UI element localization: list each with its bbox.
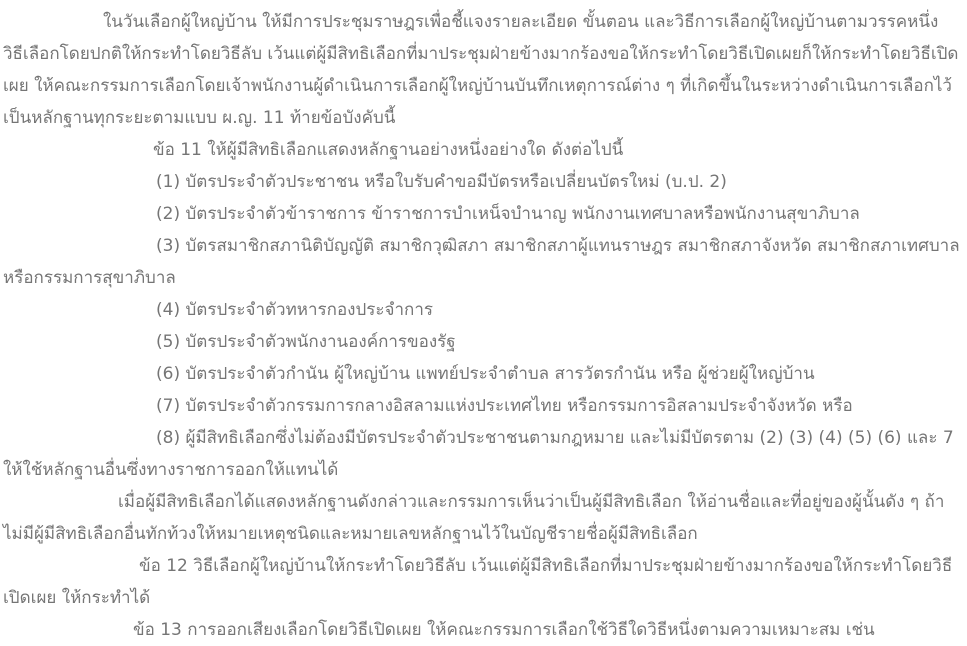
clause-12: ข้อ 12 วิธีเลือกผู้ใหญ่บ้านให้กระทำโดยวิธีลับ เว้นแต่ผู้มีสิทธิเลือกที่มาประชุมฝ่ายข้างมากร้องขอให้กระทำโดยวิธีเปิดเผย ให้กระทำได้ [3,556,953,608]
clause-11-heading: ข้อ 11 ให้ผู้มีสิทธิเลือกแสดงหลักฐานอย่างหนึ่งอย่างใด ดังต่อไปนี้ [153,140,624,160]
clause-11-item-4: (4) บัตรประจำตัวทหารกองประจำการ [156,300,434,320]
clause-11-item-2: (2) บัตรประจำตัวข้าราชการ ข้าราชการบำเหน็จบำนาญ พนักงานเทศบาลหรือพนักงานสุขาภิบาล [156,204,860,224]
paragraph-election-day-intro: ในวันเลือกผู้ใหญ่บ้าน ให้มีการประชุมราษฎรเพื่อชี้แจงรายละเอียด ขั้นตอน และวิธีการเลือกผู้ใหญ่บ้านตามวรรคหนึ่ง วิธีเลือกโดยปกติให้กระทำโดยวิธีลับ เว้นแต่ผู้มีสิทธิเลือกที่มาประชุมฝ่ายข้างมากร้องขอให้กระทำโดยวิธีเปิดเผยก็ให้กระทำโดยวิธีเปิดเผย ให้คณะกรรมการเลือกโดยเจ้าพนักงานผู้ดำเนินการเลือกผู้ใหญ่บ้านบันทึกเหตุการณ์ต่าง ๆ ที่เกิดขึ้นในระหว่างดำเนินการเลือกไว้เป็นหลักฐานทุกระยะตามแบบ ผ.ญ. 11 ท้ายข้อบังคับนี้ [3,12,959,128]
clause-11-item-3: (3) บัตรสมาชิกสภานิติบัญญัติ สมาชิกวุฒิสภา สมาชิกสภาผู้แทนราษฎร สมาชิกสภาจังหวัด สมาชิกสภาเทศบาล หรือกรรมการสุขาภิบาล [3,236,960,288]
paragraph-verification: เมื่อผู้มีสิทธิเลือกได้แสดงหลักฐานดังกล่าวและกรรมการเห็นว่าเป็นผู้มีสิทธิเลือก ให้อ่านชื่อและที่อยู่ของผู้นั้นดัง ๆ ถ้าไม่มีผู้มีสิทธิเลือกอื่นทักท้วงให้หมายเหตุชนิดและหมายเลขหลักฐานไว้ในบัญชีรายชื่อผู้มีสิทธิเลือก [3,492,945,544]
clause-11-item-7: (7) บัตรประจำตัวกรรมการกลางอิสลามแห่งประเทศไทย หรือกรรมการอิสลามประจำจังหวัด หรือ [156,396,853,416]
clause-11-item-6: (6) บัตรประจำตัวกำนัน ผู้ใหญ่บ้าน แพทย์ประจำตำบล สารวัตรกำนัน หรือ ผู้ช่วยผู้ใหญ่บ้าน [156,364,815,384]
clause-13: ข้อ 13 การออกเสียงเลือกโดยวิธีเปิดเผย ให้คณะกรรมการเลือกใช้วิธีใดวิธีหนึ่งตามความเหมาะสม เช่น [133,620,875,640]
clause-11-item-5: (5) บัตรประจำตัวพนักงานองค์การของรัฐ [156,332,456,352]
clause-11-item-1: (1) บัตรประจำตัวประชาชน หรือใบรับคำขอมีบัตรหรือเปลี่ยนบัตรใหม่ (บ.ป. 2) [156,172,727,192]
clause-11-item-8: (8) ผู้มีสิทธิเลือกซึ่งไม่ต้องมีบัตรประจำตัวประชาชนตามกฎหมาย และไม่มีบัตรตาม (2) (3) (4) (5) (6) และ 7 ให้ใช้หลักฐานอื่นซึ่งทางราชการออกให้แทนได้ [3,428,954,480]
